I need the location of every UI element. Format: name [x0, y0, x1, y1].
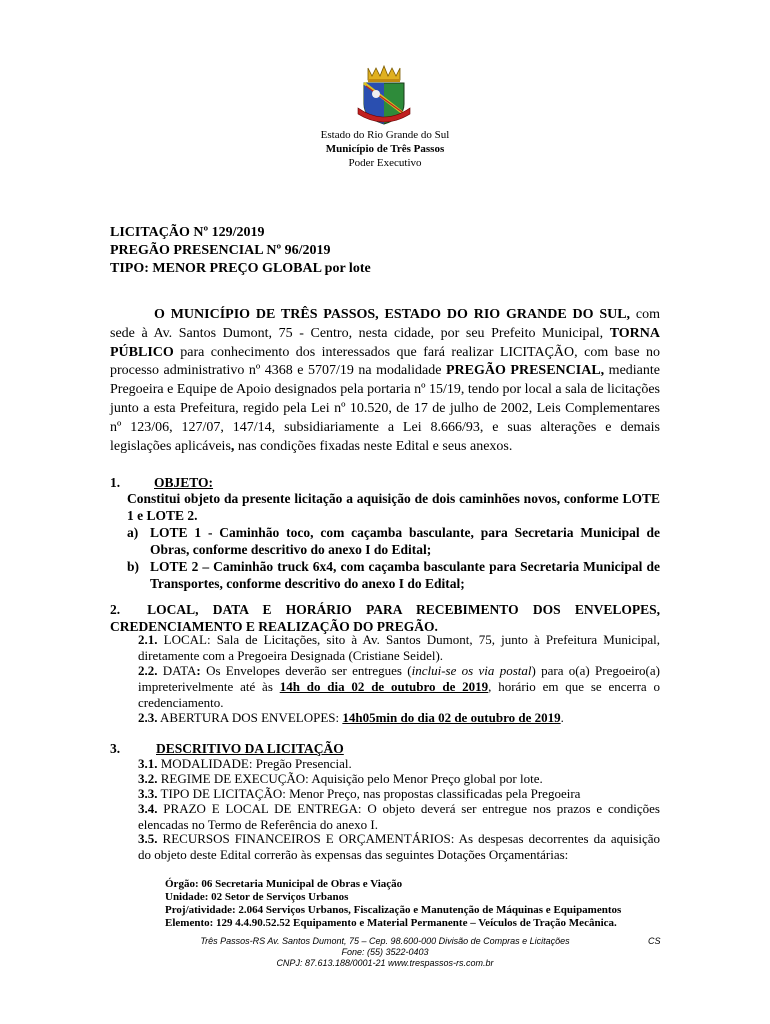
- s1-b-label: b): [127, 559, 140, 574]
- s2-item-3-number: 2.3.: [138, 710, 158, 725]
- s3-item-1-text: MODALIDADE: Pregão Presencial.: [157, 756, 352, 771]
- s2-item-2-text-b: ) para o(a) Pregoeiro(a) impreterivelmente até às: [138, 663, 660, 694]
- s3-item-3-number: 3.3.: [138, 786, 158, 801]
- s3-item-2-text: REGIME DE EXECUÇÃO: Aquisição pelo Menor Preço global por lote.: [157, 771, 543, 786]
- intro-bold-1: O MUNICÍPIO DE TRÊS PASSOS, ESTADO DO RIO GRANDE DO SUL,: [154, 307, 631, 322]
- footer-cnpj: CNPJ: 87.613.188/0001-21 www.trespassos-rs.com.br: [276, 958, 494, 968]
- s3-item-5-text: RECURSOS FINANCEIROS E ORÇAMENTÁRIOS: As despesas decorrentes da aquisição do objeto deste Edital correrão às expensas das seguintes Dotações Orçamentárias:: [138, 831, 660, 862]
- s2-item-3-text: ABERTURA DOS ENVELOPES:: [157, 710, 343, 725]
- s1-title-text: OBJETO:: [154, 475, 214, 490]
- s3-item-1: [138, 756, 660, 772]
- s2-item-2-number: 2.2.: [138, 663, 158, 678]
- s3-item-4-text: PRAZO E LOCAL DE ENTREGA: O objeto deverá ser entregue nos prazos e condições elencadas no Termo de Referência do anexo I.: [138, 801, 660, 832]
- tipo-title: TIPO: MENOR PREÇO GLOBAL por lote: [110, 261, 371, 276]
- s3-item-5-number: 3.5.: [138, 831, 158, 846]
- s2-item-2: [138, 663, 660, 711]
- municipal-coat-of-arms: [354, 64, 414, 126]
- footer-address: Três Passos-RS Av. Santos Dumont, 75 – Cep. 98.600-000 Divisão de Compras e Licitações: [200, 936, 570, 946]
- s2-item-2-text-a: Os Envelopes deverão ser entregues (: [200, 663, 412, 678]
- s3-item-1-number: 3.1.: [138, 756, 158, 771]
- s2-item-3-period: .: [560, 710, 564, 725]
- s2-item-2-colon: :: [196, 663, 201, 678]
- intro-text-4: nas condições fixadas neste Edital e seus anexos.: [234, 438, 513, 454]
- s1-lote2: LOTE 2 – Caminhão truck 6x4, com caçamba basculante para Secretaria Municipal de Transportes, conforme descritivo do anexo I do Edital;: [150, 559, 660, 591]
- municipality-name: Município de Três Passos: [325, 143, 445, 155]
- budget-unidade: Unidade: 02 Setor de Serviços Urbanos: [165, 891, 349, 903]
- s1-number: 1.: [110, 475, 121, 490]
- s2-item-3: [138, 710, 660, 726]
- s2-item-2-text-c: , horário em que se encerra o credenciamento.: [138, 679, 660, 710]
- footer-initials: CS: [648, 936, 661, 946]
- intro-bold-3: PREGÃO PRESENCIAL,: [446, 363, 605, 379]
- s3-item-2-number: 3.2.: [138, 771, 158, 786]
- s2-title: 2. LOCAL, DATA E HORÁRIO PARA RECEBIMENTO DOS ENVELOPES, CREDENCIAMENTO E REALIZAÇÃO DO PREGÃO.: [110, 602, 660, 634]
- s3-item-3: [138, 786, 660, 802]
- s3-item-4: [138, 801, 660, 833]
- licitacao-title: LICITAÇÃO Nº 129/2019: [110, 225, 265, 240]
- footer-phone: Fone: (55) 3522-0403: [341, 947, 429, 957]
- s3-item-2: [138, 771, 660, 787]
- intro-text-3: mediante Pregoeira e Equipe de Apoio designados pela portaria nº 15/19, tendo por local a sala de licitações junto a esta Prefeitura, regido pela Lei nº 10.520, de 17 de julho de 2002, Leis Complementares nº 123/06, 127/07, 147/14, subsidiariamente a Lei 8.666/93, e suas alterações e demais legislações aplicáveis: [110, 363, 660, 454]
- state-name: Estado do Rio Grande do Sul: [320, 129, 450, 141]
- s3-item-3-text: TIPO DE LICITAÇÃO: Menor Preço, nas propostas classificadas pela Pregoeira: [157, 786, 581, 801]
- s1-a-label: a): [127, 525, 139, 540]
- s3-item-5: [138, 831, 660, 863]
- s2-item-2-italic: inclui-se os via postal: [411, 663, 532, 678]
- intro-bold-2: TORNA PÚBLICO: [110, 325, 660, 360]
- s1-lote1: LOTE 1 - Caminhão toco, com caçamba basculante, para Secretaria Municipal de Obras, conforme descritivo do anexo I do Edital;: [150, 525, 660, 557]
- s3-title: [156, 740, 344, 757]
- s2-item-2-label: DATA: [157, 663, 197, 678]
- budget-orgao: Órgão: 06 Secretaria Municipal de Obras e Viação: [165, 878, 403, 890]
- pregao-title: PREGÃO PRESENCIAL Nº 96/2019: [110, 243, 331, 258]
- s1-body: Constitui objeto da presente licitação a aquisição de dois caminhões novos, conforme LOTE 1 e LOTE 2.: [127, 491, 660, 523]
- intro-paragraph: [110, 306, 660, 456]
- s2-item-2-deadline: 14h do dia 02 de outubro de 2019: [279, 679, 489, 694]
- budget-projeto: Proj/atividade: 2.064 Serviços Urbanos, Fiscalização e Manutenção de Máquinas e Equipamentos: [165, 904, 622, 916]
- s3-title-text: DESCRITIVO DA LICITAÇÃO: [156, 741, 344, 756]
- s1-title: [154, 474, 213, 491]
- branch-name: Poder Executivo: [348, 157, 422, 169]
- s2-item-1: [138, 632, 660, 664]
- s2-item-1-text: LOCAL: Sala de Licitações, sito à Av. Santos Dumont, 75, junto à Prefeitura Municipal, diretamente com a Pregoeira Designada (Cristiane Seidel).: [138, 632, 660, 663]
- budget-elemento: Elemento: 129 4.4.90.52.52 Equipamento e Material Permanente – Veículos de Tração Mecânica.: [165, 917, 617, 929]
- s3-item-4-number: 3.4.: [138, 801, 158, 816]
- s2-item-1-number: 2.1.: [138, 632, 158, 647]
- intro-comma: ,: [230, 438, 235, 454]
- s3-number: 3.: [110, 741, 121, 756]
- intro-text-1: com sede à Av. Santos Dumont, 75 - Centro, nesta cidade, por seu Prefeito Municipal,: [110, 307, 660, 341]
- s2-item-3-opening-time: 14h05min do dia 02 de outubro de 2019: [342, 710, 561, 725]
- intro-text-2: para conhecimento dos interessados que fará realizar LICITAÇÃO, com base no processo administrativo nº 4368 e 5707/19 na modalidade: [110, 344, 660, 379]
